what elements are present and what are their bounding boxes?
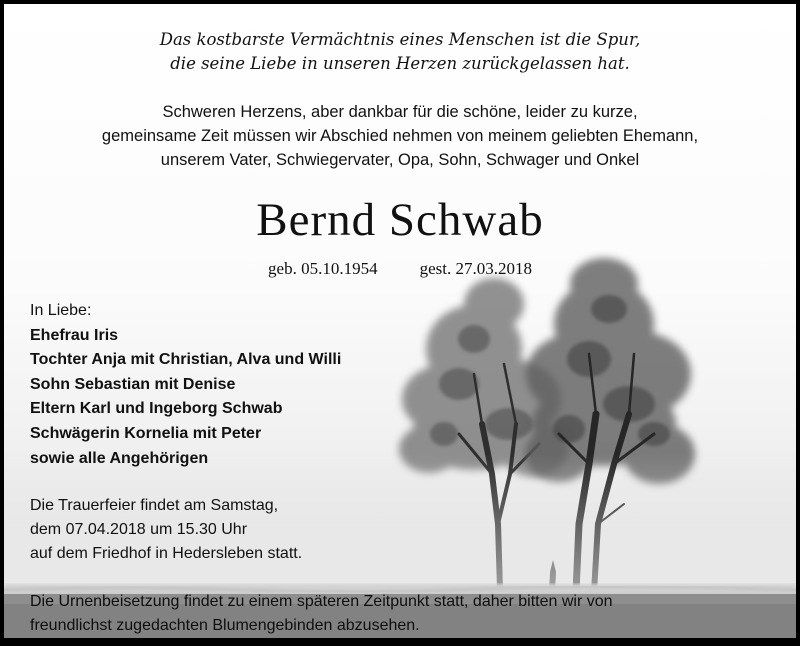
survivor-entry: sowie alle Angehörigen (30, 449, 209, 467)
announcement-line: Schweren Herzens, aber dankbar für die schöne, leider zu kurze, (162, 103, 638, 121)
life-dates (4, 257, 796, 281)
memorial-quote (4, 28, 796, 76)
survivor-entry: Tochter Anja mit Christian, Alva und Willi (30, 351, 342, 369)
announcement-line: gemeinsame Zeit müssen wir Abschied nehmen von meinem geliebten Ehemann, (101, 127, 699, 145)
quote-line: die seine Liebe in unseren Herzen zurückgelassen hat. (170, 54, 630, 73)
survivors-list (30, 299, 341, 471)
quote-line: Das kostbarste Vermächtnis eines Menschen ist die Spur, (159, 30, 641, 49)
deceased-name: Bernd Schwab (256, 194, 544, 246)
survivor-entry: Ehefrau Iris (30, 326, 119, 344)
survivors-label: In Liebe: (30, 302, 92, 319)
announcement-line: unserem Vater, Schwiegervater, Opa, Sohn, Schwager und Onkel (160, 151, 640, 169)
service-line: Die Trauerfeier findet am Samstag, (30, 497, 279, 514)
note-line: freundlichst zugedachten Blumengebinden abzusehen. (30, 617, 420, 634)
announcement-text (4, 100, 796, 172)
note-line: Die Urnenbeisetzung findet zu einem späteren Zeitpunkt statt, daher bitten wir von (30, 593, 613, 610)
urn-burial-note (30, 590, 613, 638)
obituary-card (4, 4, 796, 638)
survivor-entry: Eltern Karl und Ingeborg Schwab (30, 400, 283, 418)
funeral-service-info (30, 494, 302, 566)
service-line: dem 07.04.2018 um 15.30 Uhr (30, 521, 248, 538)
service-line: auf dem Friedhof in Hedersleben statt. (30, 545, 303, 562)
death-date: gest. 27.03.2018 (419, 259, 532, 278)
survivor-entry: Schwägerin Kornelia mit Peter (30, 424, 262, 442)
birth-date: geb. 05.10.1954 (268, 259, 378, 278)
survivor-entry: Sohn Sebastian mit Denise (30, 375, 236, 393)
